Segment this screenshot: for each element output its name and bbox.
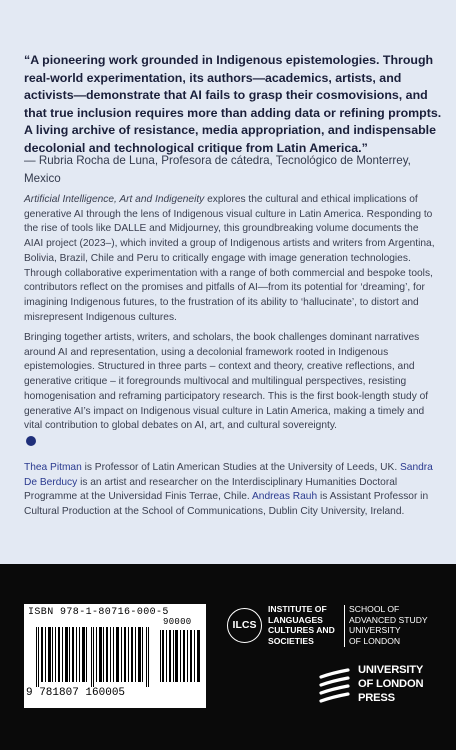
ilcs-line: CULTURES AND	[268, 625, 335, 636]
ilcs-line: INSTITUTE OF	[268, 604, 327, 614]
description-paragraph-1-text: explores the cultural and ethical implications of generative AI through the lens of Indigenous visual culture in Latin America. Responding to the rise of tools like DALLE and Midjourney, this groundbreaking volume documents the AIAI project (2023–), which invited a group of Indigenous artists and writers from Argentina, Bolivia, Brazil, Chile and Peru to critically engage with image generation technologies. Through collaborative experimentation with a range of both commercial and bespoke tools, contributors reflect on the promises and pitfalls of AI—from its potential for ‘dreaming’, for imagining Indigenous futures, to the frustration of its ability to ‘hallucinate’, to distort and misrepresent Indigenous cultures.	[24, 194, 435, 323]
ulp-line: PRESS	[358, 691, 395, 704]
sas-name	[349, 604, 444, 646]
ilcs-line: LANGUAGES	[268, 614, 323, 625]
sas-line: UNIVERSITY	[349, 625, 401, 636]
isbn-barcode	[24, 604, 206, 708]
publisher-divider	[344, 605, 345, 647]
author-bios	[24, 461, 440, 520]
author-name-1: Thea Pitman	[24, 462, 82, 473]
ulp-logo-icon	[318, 667, 352, 705]
book-title: Artificial Intelligence, Art and Indigeneity	[24, 194, 205, 205]
endorsement-attribution: — Rubria Rocha de Luna, Profesora de cátedra, Tecnológico de Monterrey, Mexico	[24, 154, 411, 185]
addon-bars-icon	[160, 630, 202, 695]
ilcs-logo-icon: ILCS	[227, 608, 262, 643]
ilcs-name	[268, 604, 348, 646]
sas-line: OF LONDON	[349, 635, 401, 646]
author-name-2: Sandra De Berducy	[24, 462, 433, 488]
ilcs-line: SOCIETIES	[268, 635, 314, 646]
author-bio-3: is Assistant Professor in Cultural Production at the School of Communications, Dublin City University, Ireland.	[24, 491, 429, 518]
author-name-3: Andreas Rauh	[252, 491, 318, 503]
barcode-digits: 9 781807 160005	[26, 687, 126, 699]
endorsement-quote: “A pioneering work grounded in Indigenous epistemologies. Through real-world experimentation, its authors—academics, artists, and activists—demonstrate that AI fails to grasp their cosmovisions, and that true inclusion requires more than adding data or refining prompts. A living archive of resistance, media appropriation, and indispensable decolonial and technological critique from Latin America.”	[24, 53, 442, 155]
author-bio-2: is an artist and researcher on the Interdisciplinary Humanities Doctoral Programme at the Universidad Finis Terrae, Chile.	[24, 476, 398, 503]
ulp-name	[358, 664, 448, 705]
ulp-line: UNIVERSITY	[358, 664, 424, 676]
bullet-dot-icon	[26, 436, 36, 446]
sas-line: SCHOOL OF	[349, 604, 400, 614]
description-paragraph-1	[24, 193, 440, 325]
author-bio-1: is Professor of Latin American Studies at the University of Leeds, UK.	[81, 462, 400, 473]
sas-line: ADVANCED STUDY	[349, 614, 428, 625]
barcode-bars-icon	[36, 627, 151, 687]
description-paragraph-2: Bringing together artists, writers, and scholars, the book challenges dominant narratives around AI and representation, using a decolonial framework rooted in Indigenous epistemologies. Structured in three parts – context and theory, creative reflections, and generative critique – it foregrounds multivocal and multilingual perspectives, resisting homogenisation and reframing participatory research. This is the first book-length study of generative AI’s impact on Indigenous visual culture in Latin America, making a timely and vital contribution to global debates on AI, art, and cultural sovereignty.	[24, 332, 429, 432]
isbn-label: ISBN 978-1-80716-000-5	[28, 607, 169, 618]
price-addon-number: 90000	[163, 617, 192, 627]
ulp-line: OF LONDON	[358, 677, 424, 690]
